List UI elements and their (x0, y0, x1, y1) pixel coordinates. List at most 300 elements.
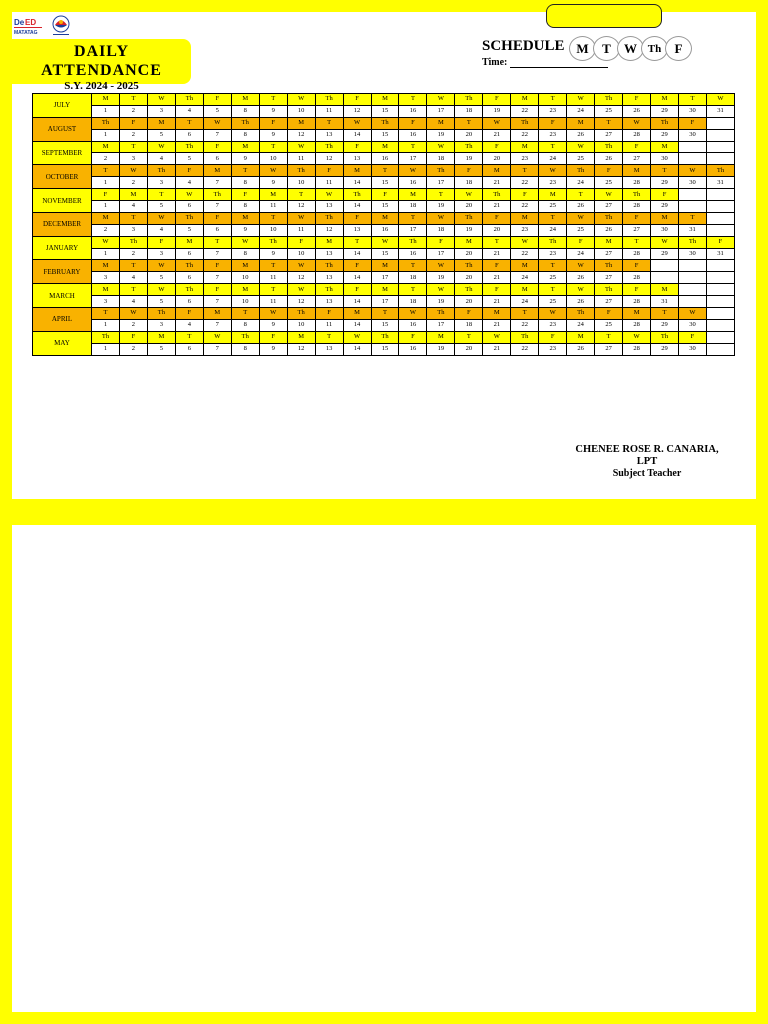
date-cell[interactable]: 18 (455, 319, 483, 331)
date-cell[interactable]: 31 (651, 296, 679, 308)
date-cell[interactable]: 27 (595, 296, 623, 308)
weekday-cell: M (175, 236, 203, 248)
date-cell[interactable]: 5 (203, 105, 231, 117)
date-cell[interactable]: 25 (567, 224, 595, 236)
date-cell[interactable]: 25 (567, 153, 595, 165)
weekday-cell: M (371, 212, 399, 224)
date-cell[interactable]: 18 (427, 224, 455, 236)
date-cell[interactable]: 31 (706, 105, 734, 117)
date-cell[interactable]: 11 (315, 319, 343, 331)
weekday-cell: T (399, 284, 427, 296)
date-cell[interactable]: 25 (539, 296, 567, 308)
date-cell[interactable]: 13 (343, 153, 371, 165)
weekday-cell: T (679, 94, 707, 106)
date-cell[interactable]: 20 (455, 272, 483, 284)
date-cell[interactable]: 13 (315, 343, 343, 355)
date-cell[interactable]: 11 (287, 153, 315, 165)
date-cell[interactable]: 24 (567, 177, 595, 189)
weekday-cell: W (539, 308, 567, 320)
date-cell[interactable]: 10 (287, 105, 315, 117)
date-cell[interactable]: 24 (539, 153, 567, 165)
date-cell[interactable]: 22 (511, 105, 539, 117)
date-cell[interactable]: 17 (427, 177, 455, 189)
date-cell[interactable]: 13 (315, 248, 343, 260)
weekday-cell: T (315, 331, 343, 343)
date-cell[interactable]: 16 (371, 224, 399, 236)
date-cell[interactable]: 7 (203, 248, 231, 260)
date-cell[interactable]: 14 (343, 177, 371, 189)
date-cell[interactable]: 22 (511, 248, 539, 260)
date-cell[interactable]: 14 (343, 201, 371, 213)
date-cell[interactable]: 23 (539, 343, 567, 355)
date-cell[interactable]: 30 (679, 343, 707, 355)
date-cell[interactable]: 6 (203, 224, 231, 236)
date-cell[interactable]: 3 (119, 224, 147, 236)
date-cell[interactable]: 8 (231, 319, 259, 331)
month-day-row (33, 141, 735, 153)
date-cell[interactable]: 28 (623, 343, 651, 355)
date-cell[interactable]: 13 (315, 296, 343, 308)
date-cell[interactable]: 14 (343, 272, 371, 284)
weekday-cell: F (92, 189, 120, 201)
date-cell[interactable]: 22 (511, 201, 539, 213)
date-cell[interactable]: 24 (567, 319, 595, 331)
weekday-cell: Th (706, 165, 734, 177)
date-cell[interactable]: 5 (175, 224, 203, 236)
date-cell[interactable]: 6 (175, 272, 203, 284)
date-cell[interactable]: 10 (231, 272, 259, 284)
weekday-cell: F (203, 94, 231, 106)
date-cell[interactable]: 18 (399, 272, 427, 284)
date-cell[interactable]: 22 (511, 177, 539, 189)
date-cell[interactable]: 2 (92, 224, 120, 236)
date-cell[interactable] (679, 296, 707, 308)
date-cell[interactable]: 8 (231, 105, 259, 117)
date-cell[interactable]: 15 (371, 105, 399, 117)
date-cell[interactable]: 28 (623, 201, 651, 213)
date-cell[interactable]: 12 (315, 153, 343, 165)
date-cell[interactable]: 9 (259, 129, 287, 141)
date-cell[interactable]: 16 (399, 129, 427, 141)
date-cell[interactable]: 29 (651, 201, 679, 213)
date-cell[interactable]: 14 (343, 296, 371, 308)
month-day-row (33, 165, 735, 177)
date-cell[interactable]: 20 (483, 224, 511, 236)
date-cell[interactable]: 27 (595, 248, 623, 260)
date-cell[interactable]: 4 (119, 201, 147, 213)
weekday-cell: T (119, 212, 147, 224)
date-cell[interactable]: 27 (595, 272, 623, 284)
date-cell[interactable]: 7 (203, 177, 231, 189)
date-cell[interactable]: 4 (147, 224, 175, 236)
date-cell[interactable]: 3 (147, 319, 175, 331)
date-cell[interactable]: 18 (455, 177, 483, 189)
date-cell[interactable]: 24 (567, 105, 595, 117)
date-cell[interactable] (679, 201, 707, 213)
date-cell[interactable]: 12 (343, 105, 371, 117)
date-cell[interactable]: 13 (315, 201, 343, 213)
date-cell[interactable]: 12 (287, 129, 315, 141)
date-cell[interactable]: 7 (203, 296, 231, 308)
date-cell[interactable]: 28 (623, 272, 651, 284)
date-cell[interactable]: 30 (679, 248, 707, 260)
date-cell[interactable]: 17 (427, 105, 455, 117)
weekday-cell: T (371, 165, 399, 177)
date-cell[interactable]: 9 (259, 248, 287, 260)
date-cell[interactable]: 15 (371, 319, 399, 331)
date-cell[interactable]: 16 (399, 177, 427, 189)
date-cell[interactable]: 26 (567, 272, 595, 284)
date-cell[interactable]: 23 (511, 224, 539, 236)
date-cell[interactable]: 2 (119, 177, 147, 189)
date-cell[interactable]: 30 (651, 153, 679, 165)
weekday-cell: Th (371, 117, 399, 129)
date-cell[interactable]: 10 (287, 319, 315, 331)
date-cell[interactable]: 21 (483, 201, 511, 213)
date-cell[interactable]: 2 (119, 105, 147, 117)
date-cell[interactable]: 17 (427, 248, 455, 260)
deped-logo-icon (13, 14, 75, 38)
date-cell[interactable]: 5 (147, 272, 175, 284)
date-cell[interactable]: 23 (539, 129, 567, 141)
weekday-cell: M (371, 284, 399, 296)
date-cell[interactable]: 6 (175, 201, 203, 213)
date-cell[interactable]: 18 (455, 105, 483, 117)
date-cell[interactable]: 1 (92, 105, 120, 117)
date-cell[interactable]: 10 (287, 177, 315, 189)
date-cell[interactable]: 31 (706, 248, 734, 260)
date-cell[interactable]: 22 (511, 129, 539, 141)
date-cell[interactable]: 7 (203, 201, 231, 213)
date-cell[interactable]: 5 (175, 153, 203, 165)
day-circle-t: T (593, 36, 620, 61)
weekday-cell: F (203, 212, 231, 224)
date-cell[interactable]: 18 (399, 296, 427, 308)
date-cell[interactable]: 16 (399, 343, 427, 355)
date-cell[interactable]: 16 (399, 105, 427, 117)
date-cell[interactable]: 31 (679, 224, 707, 236)
date-cell[interactable]: 25 (595, 177, 623, 189)
date-cell[interactable]: 29 (651, 129, 679, 141)
date-cell[interactable]: 16 (371, 153, 399, 165)
date-cell[interactable] (706, 343, 734, 355)
weekday-cell: Th (175, 260, 203, 272)
date-cell[interactable]: 16 (399, 248, 427, 260)
date-cell[interactable]: 26 (567, 296, 595, 308)
date-cell[interactable]: 15 (371, 177, 399, 189)
date-cell[interactable]: 30 (679, 129, 707, 141)
date-cell[interactable]: 4 (175, 105, 203, 117)
weekday-cell: T (539, 212, 567, 224)
date-cell[interactable]: 29 (651, 319, 679, 331)
date-cell[interactable]: 29 (651, 177, 679, 189)
weekday-cell: M (147, 117, 175, 129)
weekday-cell: M (119, 189, 147, 201)
date-cell[interactable]: 28 (623, 248, 651, 260)
date-cell[interactable]: 15 (371, 201, 399, 213)
date-cell[interactable]: 27 (623, 153, 651, 165)
weekday-cell: M (483, 165, 511, 177)
date-cell[interactable]: 21 (483, 272, 511, 284)
date-cell[interactable]: 6 (203, 153, 231, 165)
date-cell[interactable]: 1 (92, 343, 120, 355)
date-cell[interactable]: 7 (203, 129, 231, 141)
date-cell[interactable]: 10 (231, 296, 259, 308)
date-cell[interactable]: 6 (175, 343, 203, 355)
date-cell[interactable]: 23 (539, 177, 567, 189)
date-cell[interactable]: 21 (483, 343, 511, 355)
date-cell[interactable]: 3 (147, 105, 175, 117)
date-cell[interactable]: 17 (399, 153, 427, 165)
weekday-cell: F (119, 117, 147, 129)
weekday-cell: M (371, 260, 399, 272)
date-cell[interactable]: 10 (287, 248, 315, 260)
date-cell[interactable]: 1 (92, 201, 120, 213)
date-cell[interactable]: 7 (203, 343, 231, 355)
date-cell[interactable]: 2 (119, 129, 147, 141)
date-cell[interactable]: 14 (343, 319, 371, 331)
date-cell[interactable]: 2 (92, 153, 120, 165)
date-cell[interactable]: 13 (315, 272, 343, 284)
date-cell[interactable]: 13 (343, 224, 371, 236)
date-cell[interactable]: 8 (231, 129, 259, 141)
date-cell[interactable]: 20 (483, 153, 511, 165)
date-cell[interactable]: 9 (259, 177, 287, 189)
date-cell[interactable]: 22 (511, 319, 539, 331)
date-cell[interactable]: 19 (455, 153, 483, 165)
date-cell[interactable]: 15 (371, 343, 399, 355)
date-cell[interactable]: 19 (483, 105, 511, 117)
date-cell[interactable]: 5 (147, 201, 175, 213)
date-cell[interactable]: 2 (119, 248, 147, 260)
date-cell[interactable] (706, 153, 734, 165)
date-cell[interactable]: 23 (539, 319, 567, 331)
date-cell[interactable]: 20 (455, 129, 483, 141)
date-cell[interactable]: 26 (567, 201, 595, 213)
date-cell[interactable]: 17 (427, 319, 455, 331)
date-cell[interactable]: 7 (203, 319, 231, 331)
date-cell[interactable]: 19 (427, 201, 455, 213)
date-cell[interactable]: 24 (511, 272, 539, 284)
date-cell[interactable]: 21 (483, 248, 511, 260)
date-cell[interactable]: 4 (175, 177, 203, 189)
date-cell[interactable]: 7 (203, 272, 231, 284)
date-cell[interactable]: 28 (623, 177, 651, 189)
date-cell[interactable]: 14 (343, 129, 371, 141)
date-cell[interactable] (679, 272, 707, 284)
date-cell[interactable]: 19 (427, 129, 455, 141)
date-cell[interactable]: 12 (287, 201, 315, 213)
date-cell[interactable]: 6 (175, 129, 203, 141)
weekday-cell (706, 331, 734, 343)
date-cell[interactable]: 11 (259, 201, 287, 213)
weekday-cell: Th (511, 117, 539, 129)
date-cell[interactable]: 2 (119, 319, 147, 331)
date-cell[interactable]: 11 (259, 296, 287, 308)
date-cell[interactable]: 3 (92, 272, 120, 284)
date-cell[interactable]: 26 (567, 343, 595, 355)
date-cell[interactable]: 1 (92, 248, 120, 260)
date-cell[interactable]: 4 (119, 296, 147, 308)
date-cell[interactable]: 19 (427, 272, 455, 284)
date-cell[interactable]: 20 (455, 201, 483, 213)
date-cell[interactable]: 9 (231, 153, 259, 165)
date-cell[interactable]: 27 (595, 201, 623, 213)
month-date-row (33, 201, 735, 213)
weekday-cell: F (483, 141, 511, 153)
date-cell[interactable]: 12 (287, 343, 315, 355)
date-cell[interactable]: 28 (623, 319, 651, 331)
date-cell[interactable]: 29 (651, 343, 679, 355)
date-cell[interactable]: 26 (595, 153, 623, 165)
date-cell[interactable]: 26 (623, 105, 651, 117)
date-cell[interactable]: 29 (651, 105, 679, 117)
date-cell[interactable]: 20 (455, 248, 483, 260)
date-cell[interactable]: 29 (651, 248, 679, 260)
date-cell[interactable]: 22 (511, 343, 539, 355)
date-cell[interactable]: 5 (147, 129, 175, 141)
weekday-cell: M (343, 165, 371, 177)
date-cell[interactable]: 21 (483, 177, 511, 189)
date-cell[interactable] (706, 296, 734, 308)
date-cell[interactable]: 8 (231, 343, 259, 355)
date-cell[interactable]: 13 (315, 129, 343, 141)
weekday-cell: F (343, 94, 371, 106)
date-cell[interactable]: 4 (119, 272, 147, 284)
date-cell[interactable]: 3 (147, 177, 175, 189)
date-cell[interactable]: 25 (539, 272, 567, 284)
weekday-cell (679, 141, 707, 153)
date-cell[interactable]: 17 (371, 296, 399, 308)
date-cell[interactable]: 17 (371, 272, 399, 284)
weekday-cell: Th (595, 141, 623, 153)
date-cell[interactable]: 26 (567, 129, 595, 141)
date-cell[interactable]: 4 (175, 319, 203, 331)
date-cell[interactable] (706, 201, 734, 213)
date-cell[interactable]: 21 (483, 319, 511, 331)
date-cell[interactable] (679, 153, 707, 165)
date-cell[interactable]: 31 (706, 177, 734, 189)
weekday-cell: F (483, 94, 511, 106)
date-cell[interactable]: 18 (427, 153, 455, 165)
date-cell[interactable]: 25 (595, 105, 623, 117)
date-cell[interactable]: 3 (92, 296, 120, 308)
date-cell[interactable]: 16 (399, 319, 427, 331)
weekday-cell: F (399, 331, 427, 343)
weekday-cell: M (92, 141, 120, 153)
date-cell[interactable]: 19 (427, 343, 455, 355)
date-cell[interactable] (706, 224, 734, 236)
date-cell[interactable]: 25 (539, 201, 567, 213)
date-cell[interactable]: 12 (287, 296, 315, 308)
weekday-cell: T (119, 260, 147, 272)
date-cell[interactable]: 24 (511, 296, 539, 308)
date-cell[interactable]: 19 (427, 296, 455, 308)
weekday-cell: F (315, 165, 343, 177)
date-cell[interactable]: 1 (92, 129, 120, 141)
date-cell[interactable]: 9 (231, 224, 259, 236)
date-cell[interactable]: 17 (399, 224, 427, 236)
date-cell[interactable]: 25 (595, 319, 623, 331)
date-cell[interactable]: 4 (147, 153, 175, 165)
schedule-tab-outline (546, 4, 662, 28)
date-cell[interactable]: 14 (343, 343, 371, 355)
date-cell[interactable]: 6 (175, 248, 203, 260)
date-cell[interactable]: 15 (371, 248, 399, 260)
weekday-cell: T (175, 117, 203, 129)
date-cell[interactable]: 11 (315, 105, 343, 117)
date-cell[interactable]: 19 (455, 224, 483, 236)
date-cell[interactable]: 11 (315, 177, 343, 189)
date-cell[interactable]: 27 (595, 129, 623, 141)
date-cell[interactable]: 2 (119, 343, 147, 355)
date-cell[interactable]: 27 (623, 224, 651, 236)
date-cell[interactable]: 30 (679, 177, 707, 189)
date-cell[interactable]: 10 (259, 153, 287, 165)
date-cell[interactable]: 21 (483, 129, 511, 141)
date-cell[interactable]: 5 (147, 296, 175, 308)
weekday-cell: T (147, 189, 175, 201)
date-cell[interactable] (706, 319, 734, 331)
date-cell[interactable] (706, 272, 734, 284)
date-cell[interactable]: 14 (343, 248, 371, 260)
date-cell[interactable]: 15 (371, 129, 399, 141)
date-cell[interactable]: 24 (567, 248, 595, 260)
date-cell[interactable]: 30 (651, 224, 679, 236)
date-cell[interactable]: 23 (511, 153, 539, 165)
date-cell[interactable]: 23 (539, 105, 567, 117)
date-cell[interactable]: 20 (455, 343, 483, 355)
date-cell[interactable]: 21 (483, 296, 511, 308)
date-cell[interactable]: 9 (259, 319, 287, 331)
date-cell[interactable]: 27 (595, 343, 623, 355)
weekday-cell: W (287, 141, 315, 153)
date-cell[interactable]: 6 (175, 296, 203, 308)
date-cell[interactable] (706, 129, 734, 141)
date-cell[interactable]: 26 (595, 224, 623, 236)
weekday-cell: T (259, 212, 287, 224)
date-cell[interactable]: 10 (259, 224, 287, 236)
weekday-cell: T (399, 212, 427, 224)
date-cell[interactable]: 11 (287, 224, 315, 236)
weekday-cell: F (511, 189, 539, 201)
weekday-cell: F (203, 284, 231, 296)
date-cell[interactable]: 8 (231, 177, 259, 189)
date-cell[interactable]: 12 (287, 272, 315, 284)
date-cell[interactable]: 9 (259, 343, 287, 355)
date-cell[interactable]: 9 (259, 105, 287, 117)
date-cell[interactable]: 28 (623, 296, 651, 308)
date-cell[interactable] (651, 272, 679, 284)
date-cell[interactable]: 1 (92, 177, 120, 189)
date-cell[interactable]: 8 (231, 201, 259, 213)
date-cell[interactable]: 3 (147, 248, 175, 260)
date-cell[interactable]: 1 (92, 319, 120, 331)
date-cell[interactable]: 28 (623, 129, 651, 141)
date-cell[interactable]: 18 (399, 201, 427, 213)
date-cell[interactable]: 8 (231, 248, 259, 260)
date-cell[interactable]: 3 (119, 153, 147, 165)
date-cell[interactable]: 23 (539, 248, 567, 260)
date-cell[interactable]: 30 (679, 105, 707, 117)
date-cell[interactable]: 30 (679, 319, 707, 331)
date-cell[interactable]: 20 (455, 296, 483, 308)
weekday-cell: F (623, 141, 651, 153)
date-cell[interactable]: 24 (539, 224, 567, 236)
date-cell[interactable]: 12 (315, 224, 343, 236)
date-cell[interactable]: 5 (147, 343, 175, 355)
date-cell[interactable]: 11 (259, 272, 287, 284)
